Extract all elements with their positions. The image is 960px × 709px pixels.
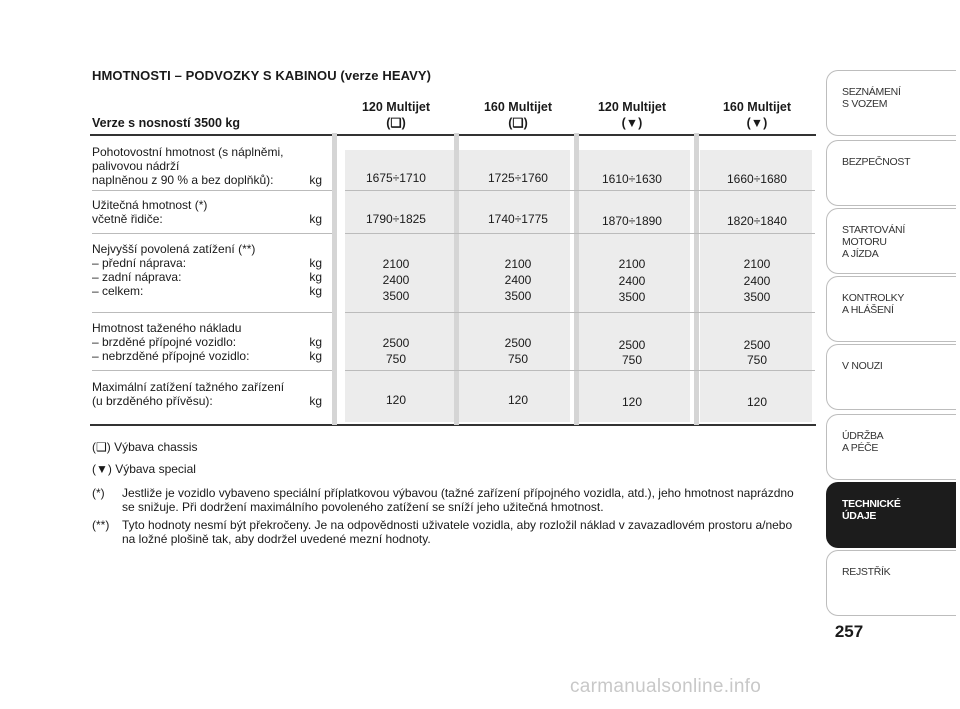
column-separator xyxy=(332,133,337,425)
table-cell-value: 2400 xyxy=(618,274,646,288)
table-cell-value: 120 xyxy=(507,393,529,407)
footnote-mark: (*) xyxy=(92,486,105,500)
footnote-text: Tyto hodnoty nesmí být překročeny. Je na odpovědnosti uživatele vozidla, aby rozložil náklad v zavazadlovém prostoru a/nebo na ložné plošině tak, aby dodržel uvedené mezní hodnoty. xyxy=(122,518,793,546)
row-separator xyxy=(345,312,815,313)
table-top-rule xyxy=(90,134,816,136)
table-cell-value: 3500 xyxy=(618,290,646,304)
label-text: Pohotovostní hmotnost (s náplněmi, xyxy=(92,145,284,159)
column-separator xyxy=(454,133,459,425)
unit: kg xyxy=(309,212,322,226)
column-header xyxy=(341,99,451,131)
label-text: včetně řidiče: xyxy=(92,212,163,226)
unit: kg xyxy=(309,335,322,349)
sidebar-tab[interactable] xyxy=(826,70,956,136)
row-label-line xyxy=(92,173,322,187)
row-label xyxy=(92,321,322,363)
footnote-1 xyxy=(92,486,802,514)
unit: kg xyxy=(309,256,322,270)
unit: kg xyxy=(309,394,322,408)
label-text: – nebrzděné přípojné vozidlo: xyxy=(92,349,250,363)
row-label-line xyxy=(92,321,322,335)
row-separator xyxy=(345,190,815,191)
row-label-line xyxy=(92,380,322,394)
row-separator xyxy=(92,370,332,371)
label-text: naplněnou z 90 % a bez doplňků): xyxy=(92,173,274,187)
row-separator xyxy=(92,190,332,191)
column-equipment-symbol: (▼) xyxy=(746,116,768,130)
table-cell-value: 2100 xyxy=(504,257,532,271)
row-label-line xyxy=(92,145,322,159)
footnote-2 xyxy=(92,518,802,546)
unit: kg xyxy=(309,349,322,363)
column-engine: 160 Multijet xyxy=(483,100,553,114)
row-label xyxy=(92,198,322,226)
table-cell-value: 2400 xyxy=(743,274,771,288)
sidebar-tab[interactable] xyxy=(826,550,956,616)
column-header xyxy=(702,99,812,131)
table-cell-value: 2500 xyxy=(382,336,410,350)
row-label xyxy=(92,380,322,408)
column-equipment-symbol: (❑) xyxy=(508,116,528,130)
label-text: Užitečná hmotnost (*) xyxy=(92,198,208,212)
sidebar-tab-label: A JÍZDA xyxy=(842,248,879,260)
column-equipment-symbol: (▼) xyxy=(621,116,643,130)
unit: kg xyxy=(309,173,322,187)
label-text: – zadní náprava: xyxy=(92,270,182,284)
page-number: 257 xyxy=(834,622,864,641)
sidebar-tab-label: ÚDRŽBA xyxy=(842,430,884,442)
sidebar-tab[interactable] xyxy=(826,482,956,548)
table-cell-value: 1870÷1890 xyxy=(602,214,662,228)
table-cell-value: 1675÷1710 xyxy=(366,171,426,185)
table-cell-value: 1790÷1825 xyxy=(366,212,426,226)
sidebar-tab-label: ÚDAJE xyxy=(842,510,877,522)
label-text: – přední náprava: xyxy=(92,256,187,270)
row-label-line xyxy=(92,212,322,226)
table-cell-value: 2100 xyxy=(618,257,646,271)
table-cell-value: 1740÷1775 xyxy=(488,212,548,226)
table-cell-value: 1725÷1760 xyxy=(488,171,548,185)
unit: kg xyxy=(309,284,322,298)
version-label: Verze s nosností 3500 kg xyxy=(92,116,240,130)
row-label-line xyxy=(92,242,322,256)
sidebar-tab[interactable] xyxy=(826,414,956,480)
row-separator xyxy=(345,370,815,371)
row-label xyxy=(92,242,322,298)
label-text: – brzděné přípojné vozidlo: xyxy=(92,335,237,349)
table-cell-value: 2100 xyxy=(382,257,410,271)
sidebar-tab[interactable] xyxy=(826,140,956,206)
sidebar-tab[interactable] xyxy=(826,276,956,342)
table-cell-value: 120 xyxy=(385,393,407,407)
unit: kg xyxy=(309,270,322,284)
row-label-line xyxy=(92,335,322,349)
table-cell-value: 3500 xyxy=(743,290,771,304)
sidebar-tab-label: KONTROLKY xyxy=(842,292,905,304)
table-cell-value: 1660÷1680 xyxy=(727,172,787,186)
table-cell-value: 2500 xyxy=(618,338,646,352)
table-cell-value: 120 xyxy=(746,395,768,409)
label-text: (u brzděného přívěsu): xyxy=(92,394,213,408)
column-engine: 120 Multijet xyxy=(597,100,667,114)
table-cell-value: 2100 xyxy=(743,257,771,271)
table-cell-value: 3500 xyxy=(382,289,410,303)
row-separator xyxy=(92,233,332,234)
table-cell-value: 120 xyxy=(621,395,643,409)
row-label-line xyxy=(92,256,322,270)
footnote-mark: (**) xyxy=(92,518,110,532)
row-label xyxy=(92,145,322,187)
row-label-line xyxy=(92,284,322,298)
row-separator xyxy=(345,233,815,234)
label-text: Hmotnost taženého nákladu xyxy=(92,321,242,335)
table-cell-value: 750 xyxy=(621,353,643,367)
sidebar-tab-label: REJSTŘÍK xyxy=(842,566,891,578)
sidebar-tab-label: STARTOVÁNÍ xyxy=(842,224,905,236)
table-cell-value: 1610÷1630 xyxy=(602,172,662,186)
sidebar-tab-label: A PÉČE xyxy=(842,442,879,454)
row-label-line xyxy=(92,270,322,284)
sidebar-tab-label: V NOUZI xyxy=(842,360,883,372)
table-cell-value: 2400 xyxy=(504,273,532,287)
column-equipment-symbol: (❑) xyxy=(386,116,406,130)
table-cell-value: 750 xyxy=(746,353,768,367)
row-label-line xyxy=(92,198,322,212)
footnote-text: Jestliže je vozidlo vybaveno speciální příplatkovou výbavou (tažné zařízení přípojného vozidla, atd.), jeho hmotnost naprázdno se snižuje. Při dodržení maximálního povoleného zatížení se sníží jeho užitečná hmotnost. xyxy=(122,486,794,514)
table-cell-value: 750 xyxy=(507,352,529,366)
table-bottom-rule xyxy=(90,424,816,426)
note-special: (▼) Výbava special xyxy=(92,462,196,476)
sidebar-tab[interactable] xyxy=(826,344,956,410)
table-cell-value: 2400 xyxy=(382,273,410,287)
sidebar-tab-label: SEZNÁMENÍ xyxy=(842,86,901,98)
watermark: carmanualsonline.info xyxy=(570,676,762,697)
sidebar-tab-label: A HLÁŠENÍ xyxy=(842,304,894,316)
row-label-line xyxy=(92,349,322,363)
column-engine: 120 Multijet xyxy=(361,100,431,114)
table-cell-value: 2500 xyxy=(743,338,771,352)
label-text: – celkem: xyxy=(92,284,144,298)
sidebar-tab-label: S VOZEM xyxy=(842,98,888,110)
sidebar-tab-label: MOTORU xyxy=(842,236,887,248)
label-text: Nejvyšší povolená zatížení (**) xyxy=(92,242,256,256)
table-cell-value: 3500 xyxy=(504,289,532,303)
label-text: palivovou nádrží xyxy=(92,159,180,173)
column-engine: 160 Multijet xyxy=(722,100,792,114)
column-header xyxy=(463,99,573,131)
column-separator xyxy=(694,133,699,425)
row-label-line xyxy=(92,159,322,173)
table-cell-value: 2500 xyxy=(504,336,532,350)
row-label-line xyxy=(92,394,322,408)
sidebar-tab-label: TECHNICKÉ xyxy=(842,498,901,510)
table-cell-value: 1820÷1840 xyxy=(727,214,787,228)
column-header xyxy=(577,99,687,131)
label-text: Maximální zatížení tažného zařízení xyxy=(92,380,285,394)
table-cell-value: 750 xyxy=(385,352,407,366)
sidebar-tab-label: BEZPEČNOST xyxy=(842,156,911,168)
note-chassis: (❑) Výbava chassis xyxy=(92,440,198,454)
row-separator xyxy=(92,312,332,313)
sidebar-tab[interactable] xyxy=(826,208,956,274)
page-title: HMOTNOSTI – PODVOZKY S KABINOU (verze HEAVY) xyxy=(92,68,432,83)
